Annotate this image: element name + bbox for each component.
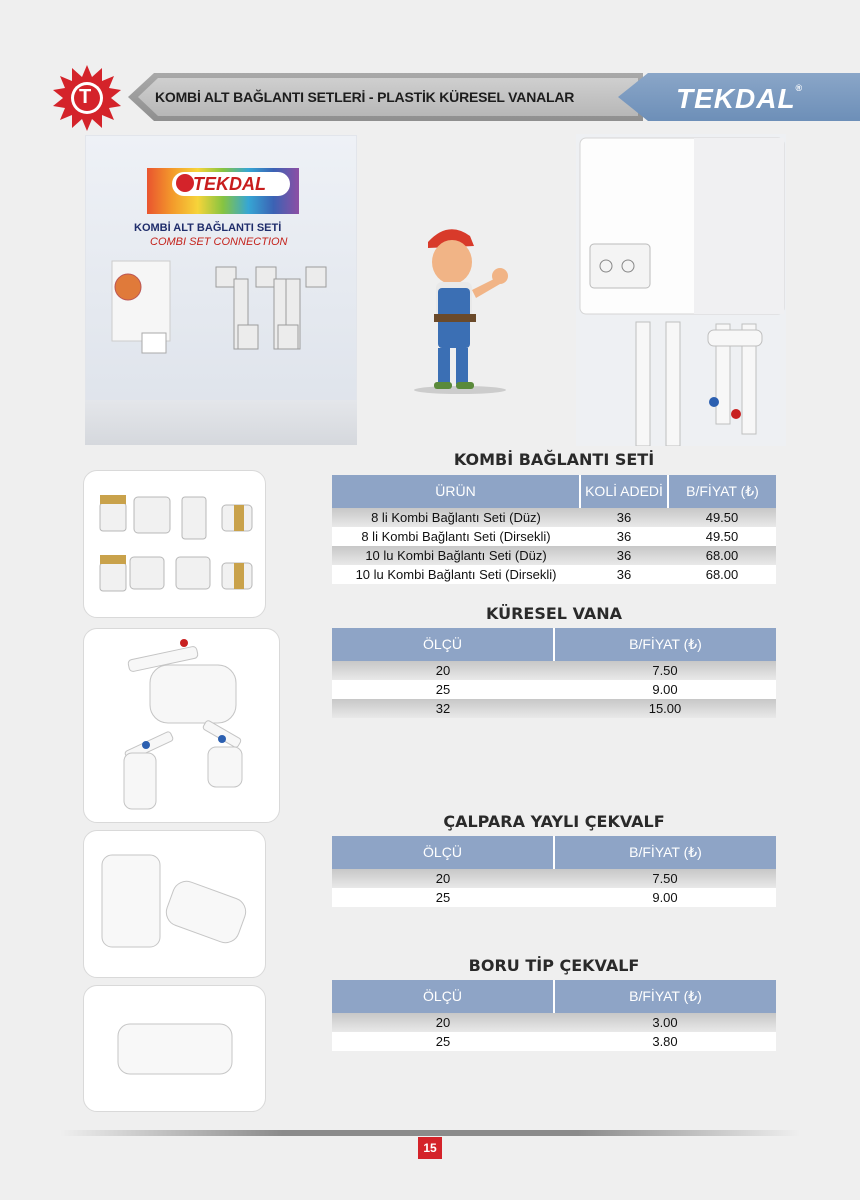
table-row [332, 565, 776, 584]
promo-brand: TEKDAL [193, 174, 266, 194]
box-qty: 36 [580, 546, 668, 565]
col-price: B/FİYAT (₺) [668, 475, 776, 508]
price: 49.50 [668, 508, 776, 527]
page-title: KOMBİ ALT BAĞLANTI SETLERİ - PLASTİK KÜRESEL VANALAR [155, 89, 575, 105]
kombi-section-title: KOMBİ BAĞLANTI SETİ [453, 450, 655, 469]
table-row [332, 869, 776, 888]
ball-valve-illustration [84, 629, 281, 824]
box-qty: 36 [580, 508, 668, 527]
size: 20 [332, 869, 554, 888]
pipe-check-valve-photo [83, 985, 266, 1112]
check-valve-illustration [84, 831, 267, 979]
size: 25 [332, 888, 554, 907]
promo-floor [85, 400, 357, 445]
table-row [332, 661, 776, 680]
calpara-section-title: ÇALPARA YAYLI ÇEKVALF [443, 812, 665, 831]
footer-divider [60, 1130, 800, 1136]
page-number: 15 [418, 1137, 442, 1159]
boiler-photo [576, 134, 786, 446]
table-row [332, 680, 776, 699]
size: 20 [332, 1013, 554, 1032]
product-name: 8 li Kombi Bağlantı Seti (Düz) [332, 508, 580, 527]
table-row [332, 699, 776, 718]
boru-price-table [332, 980, 776, 1051]
combi-set-illustration [106, 255, 346, 365]
pipe-check-valve-illustration [84, 986, 267, 1113]
price: 49.50 [668, 527, 776, 546]
product-name: 10 lu Kombi Bağlantı Seti (Düz) [332, 546, 580, 565]
table-header-row [332, 475, 776, 508]
table-header-row [332, 628, 776, 661]
price: 9.00 [554, 888, 776, 907]
table-row [332, 888, 776, 907]
product-name: 10 lu Kombi Bağlantı Seti (Dirsekli) [332, 565, 580, 584]
price: 15.00 [554, 699, 776, 718]
plumber-mascot-icon [408, 218, 518, 396]
col-size: ÖLÇÜ [332, 836, 554, 869]
size: 25 [332, 680, 554, 699]
table-header-row [332, 836, 776, 869]
col-price: B/FİYAT (₺) [554, 628, 776, 661]
ball-valve-photo [83, 628, 280, 823]
logo-letter: T [79, 86, 92, 108]
spring-check-valve-photo [83, 830, 266, 978]
kombi-price-table [332, 475, 776, 584]
col-product: ÜRÜN [332, 475, 580, 508]
table-row [332, 1032, 776, 1051]
combi-fittings-photo [83, 470, 266, 618]
price: 9.00 [554, 680, 776, 699]
price: 3.80 [554, 1032, 776, 1051]
fittings-illustration [84, 471, 267, 619]
box-qty: 36 [580, 565, 668, 584]
col-box-qty: KOLİ ADEDİ [580, 475, 668, 508]
price: 7.50 [554, 869, 776, 888]
brand-name: TEKDAL® [676, 83, 804, 114]
product-name: 8 li Kombi Bağlantı Seti (Dirsekli) [332, 527, 580, 546]
size: 20 [332, 661, 554, 680]
boru-section-title: BORU TİP ÇEKVALF [468, 956, 640, 975]
col-price: B/FİYAT (₺) [554, 836, 776, 869]
kuresel-section-title: KÜRESEL VANA [485, 604, 623, 623]
kuresel-price-table [332, 628, 776, 718]
size: 25 [332, 1032, 554, 1051]
col-price: B/FİYAT (₺) [554, 980, 776, 1013]
header-logo [52, 63, 122, 133]
price: 68.00 [668, 546, 776, 565]
calpara-price-table [332, 836, 776, 907]
promo-subtitle: COMBI SET CONNECTION [150, 236, 288, 248]
col-size: ÖLÇÜ [332, 980, 554, 1013]
col-size: ÖLÇÜ [332, 628, 554, 661]
table-row [332, 1013, 776, 1032]
promo-logo-icon [176, 174, 194, 192]
price: 3.00 [554, 1013, 776, 1032]
promo-title: KOMBİ ALT BAĞLANTI SETİ [134, 222, 282, 234]
price: 7.50 [554, 661, 776, 680]
table-row [332, 508, 776, 527]
table-header-row [332, 980, 776, 1013]
table-row [332, 546, 776, 565]
table-row [332, 527, 776, 546]
box-qty: 36 [580, 527, 668, 546]
price: 68.00 [668, 565, 776, 584]
size: 32 [332, 699, 554, 718]
